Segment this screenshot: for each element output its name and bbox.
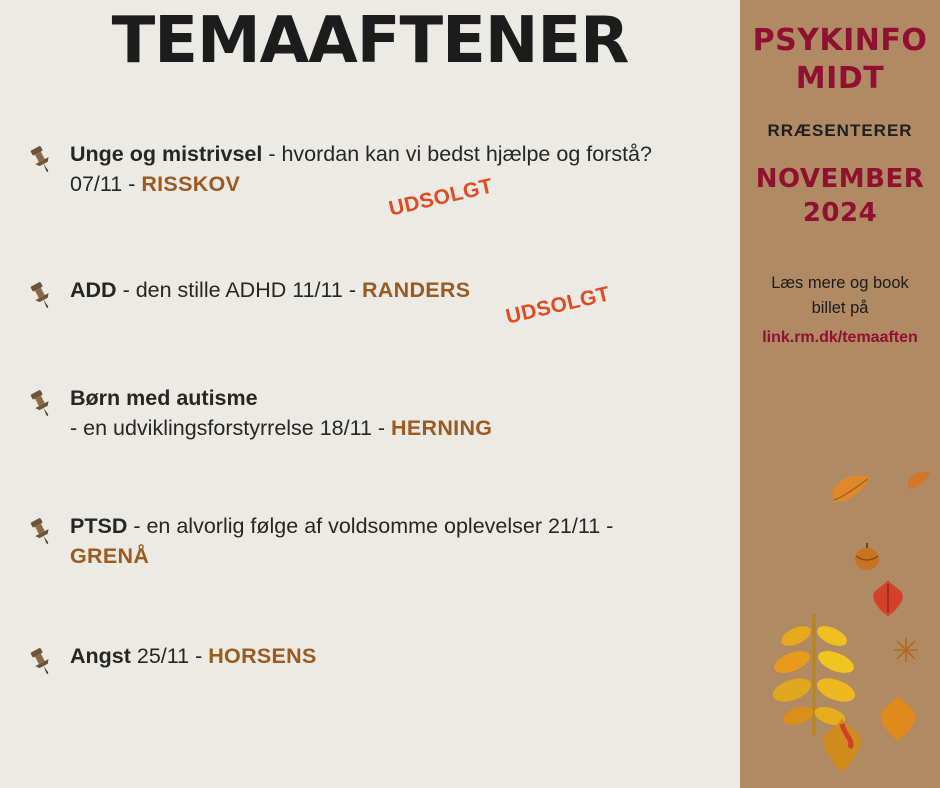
- event-text: [70, 140, 670, 199]
- leaf-icon: [868, 578, 908, 623]
- event-text: [70, 642, 670, 672]
- leaf-icon: [876, 694, 920, 747]
- list-item[interactable]: [0, 642, 740, 722]
- booking-info: [740, 271, 940, 351]
- poster-sidebar: [740, 0, 940, 788]
- pushpin-icon: [26, 144, 56, 174]
- pushpin-icon: [26, 516, 56, 546]
- leaf-icon: [814, 716, 870, 779]
- event-place: HERNING: [391, 415, 493, 440]
- event-place: GRENÅ: [70, 543, 150, 568]
- event-description: - en alvorlig følge af voldsomme oplevelser 21/11 -: [127, 514, 614, 538]
- pushpin-icon: [26, 646, 56, 676]
- event-description: - hvordan kan vi bedst hjælpe og forstå? 07/11 -: [70, 142, 652, 196]
- event-title: Børn med autisme: [70, 386, 258, 410]
- list-item[interactable]: [0, 276, 740, 384]
- presents-label: RRÆSENTERER: [767, 121, 913, 140]
- year-label: 2024: [802, 197, 878, 228]
- event-place: RANDERS: [361, 278, 471, 302]
- brand-line-1: PSYKINFO: [752, 23, 928, 58]
- event-description: - en udviklingsforstyrrelse 18/11 -: [70, 415, 392, 440]
- booking-line-1: Læs mere og book: [771, 273, 909, 292]
- event-title: Unge og mistrivsel: [70, 142, 263, 166]
- list-item[interactable]: [0, 140, 740, 276]
- booking-link[interactable]: link.rm.dk/temaaften: [762, 328, 918, 346]
- brand-name: [740, 22, 940, 97]
- event-text: [70, 384, 670, 443]
- booking-line-2: billet på: [811, 299, 869, 318]
- event-place: RISSKOV: [141, 171, 241, 196]
- page-title: TEMAAFTENER: [111, 4, 629, 78]
- list-item[interactable]: [0, 512, 740, 642]
- event-description: 25/11 -: [130, 644, 209, 668]
- leaf-icon: [850, 540, 884, 579]
- pushpin-icon: [26, 280, 56, 310]
- event-text: [70, 512, 670, 571]
- event-title: PTSD: [70, 514, 128, 538]
- leaf-icon: [906, 468, 932, 499]
- status-badge: UDSOLGT: [503, 282, 613, 329]
- event-title: Angst: [70, 644, 131, 668]
- date-block: [740, 163, 940, 231]
- event-title: ADD: [70, 278, 117, 302]
- status-badge: UDSOLGT: [386, 174, 496, 221]
- list-item[interactable]: [0, 384, 740, 512]
- event-description: - den stille ADHD 11/11 -: [116, 278, 362, 302]
- month-label: NOVEMBER: [755, 164, 925, 194]
- pushpin-icon: [26, 388, 56, 418]
- event-place: HORSENS: [208, 644, 317, 668]
- leaf-icon: [828, 470, 874, 515]
- event-list: [0, 140, 740, 722]
- leaf-icon: [892, 636, 920, 669]
- brand-line-2: MIDT: [795, 60, 885, 96]
